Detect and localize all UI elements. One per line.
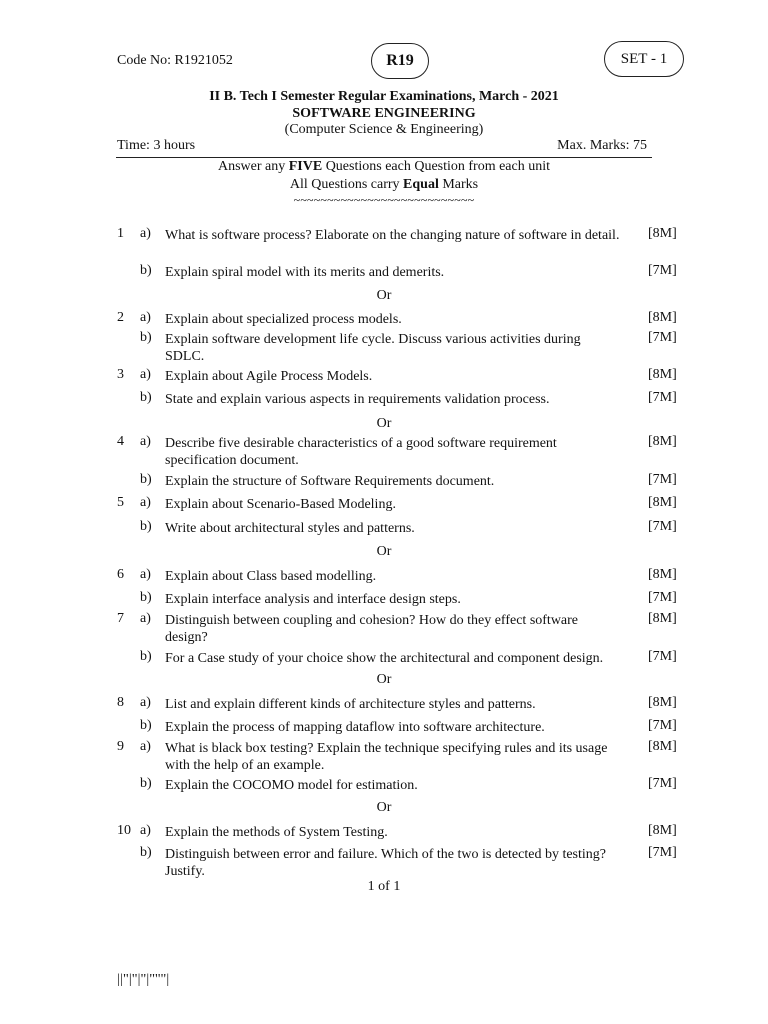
- question-text: Write about architectural styles and patterns.: [165, 521, 415, 536]
- or-separator: Or: [376, 416, 392, 431]
- code-number: Code No: R1921052: [117, 53, 233, 68]
- question-text: Explain about specialized process models.: [165, 312, 402, 327]
- question-marks: [8M]: [648, 739, 677, 754]
- question-part: b): [140, 845, 152, 860]
- question-text: Explain interface analysis and interface design steps.: [165, 592, 461, 607]
- question-marks: [8M]: [648, 823, 677, 838]
- question-text: For a Case study of your choice show the architectural and component design.: [165, 651, 604, 666]
- question-text: Explain the COCOMO model for estimation.: [165, 778, 418, 793]
- question-part: a): [140, 567, 151, 582]
- set-badge: SET - 1: [604, 41, 684, 77]
- question-part: b): [140, 590, 152, 605]
- question-part: a): [140, 823, 151, 838]
- question-part: a): [140, 367, 151, 382]
- question-text: Explain about Class based modelling.: [165, 569, 377, 584]
- question-marks: [7M]: [648, 649, 677, 664]
- question-number: 6: [117, 567, 124, 582]
- question-part: b): [140, 718, 152, 733]
- instruction-line-1: Answer any FIVE Questions each Question from each unit: [217, 159, 551, 174]
- question-part: b): [140, 330, 152, 345]
- question-marks: [7M]: [648, 718, 677, 733]
- question-marks: [8M]: [648, 567, 677, 582]
- instruction-separator: ~~~~~~~~~~~~~~~~~~~~~~~~~~~: [293, 193, 475, 207]
- question-part: b): [140, 263, 152, 278]
- question-number: 7: [117, 611, 124, 626]
- exam-title: II B. Tech I Semester Regular Examinations, March - 2021: [209, 89, 559, 104]
- question-number: 4: [117, 434, 124, 449]
- question-part: b): [140, 390, 152, 405]
- question-number: 3: [117, 367, 124, 382]
- question-part: a): [140, 739, 151, 754]
- question-part: a): [140, 611, 151, 626]
- question-part: b): [140, 472, 152, 487]
- subject-title: SOFTWARE ENGINEERING: [292, 106, 476, 121]
- or-separator: Or: [376, 672, 392, 687]
- question-marks: [8M]: [648, 310, 677, 325]
- or-separator: Or: [376, 800, 392, 815]
- question-marks: [7M]: [648, 519, 677, 534]
- question-text: What is software process? Elaborate on the changing nature of software in detail.: [165, 228, 620, 243]
- question-marks: [7M]: [648, 472, 677, 487]
- question-text: State and explain various aspects in requirements validation process.: [165, 392, 550, 407]
- question-marks: [8M]: [648, 226, 677, 241]
- question-marks: [7M]: [648, 590, 677, 605]
- branch-name: (Computer Science & Engineering): [284, 122, 484, 137]
- question-marks: [8M]: [648, 434, 677, 449]
- question-number: 10: [117, 823, 131, 838]
- question-marks: [7M]: [648, 845, 677, 860]
- barcode: ||''|''|''|''''''|: [117, 972, 170, 987]
- question-part: a): [140, 434, 151, 449]
- question-text: Explain the methods of System Testing.: [165, 825, 388, 840]
- question-number: 1: [117, 226, 124, 241]
- page-number: 1 of 1: [367, 879, 401, 894]
- question-part: a): [140, 495, 151, 510]
- question-text: Explain about Scenario-Based Modeling.: [165, 497, 396, 512]
- question-marks: [7M]: [648, 390, 677, 405]
- question-text: Describe five desirable characteristics of a good software requirement specification document.: [165, 436, 557, 468]
- question-part: a): [140, 695, 151, 710]
- question-text: List and explain different kinds of architecture styles and patterns.: [165, 697, 536, 712]
- question-marks: [8M]: [648, 611, 677, 626]
- question-number: 8: [117, 695, 124, 710]
- question-marks: [8M]: [648, 695, 677, 710]
- regulation-badge: R19: [371, 43, 429, 79]
- question-text: Explain spiral model with its merits and demerits.: [165, 265, 445, 280]
- question-part: a): [140, 226, 151, 241]
- question-text: Explain the structure of Software Requirements document.: [165, 474, 495, 489]
- question-marks: [7M]: [648, 776, 677, 791]
- question-marks: [7M]: [648, 263, 677, 278]
- instruction-line-2: All Questions carry Equal Marks: [289, 177, 479, 192]
- question-text: Distinguish between coupling and cohesion? How do they effect software design?: [165, 613, 579, 645]
- question-text: Explain software development life cycle. Discuss various activities during SDLC.: [165, 332, 581, 364]
- time-allowed: Time: 3 hours: [117, 138, 196, 153]
- or-separator: Or: [376, 544, 392, 559]
- question-text: What is black box testing? Explain the technique specifying rules and its usage with the help of an example.: [165, 741, 608, 773]
- question-marks: [8M]: [648, 495, 677, 510]
- question-marks: [7M]: [648, 330, 677, 345]
- question-number: 2: [117, 310, 124, 325]
- question-text: Distinguish between error and failure. Which of the two is detected by testing? Justify.: [165, 847, 606, 879]
- question-part: b): [140, 776, 152, 791]
- or-separator: Or: [376, 288, 392, 303]
- question-part: b): [140, 519, 152, 534]
- question-text: Explain about Agile Process Models.: [165, 369, 373, 384]
- header-divider: [116, 157, 652, 158]
- question-number: 9: [117, 739, 124, 754]
- question-text: Explain the process of mapping dataflow into software architecture.: [165, 720, 545, 735]
- question-part: a): [140, 310, 151, 325]
- question-part: b): [140, 649, 152, 664]
- max-marks: Max. Marks: 75: [557, 138, 647, 153]
- question-marks: [8M]: [648, 367, 677, 382]
- question-number: 5: [117, 495, 124, 510]
